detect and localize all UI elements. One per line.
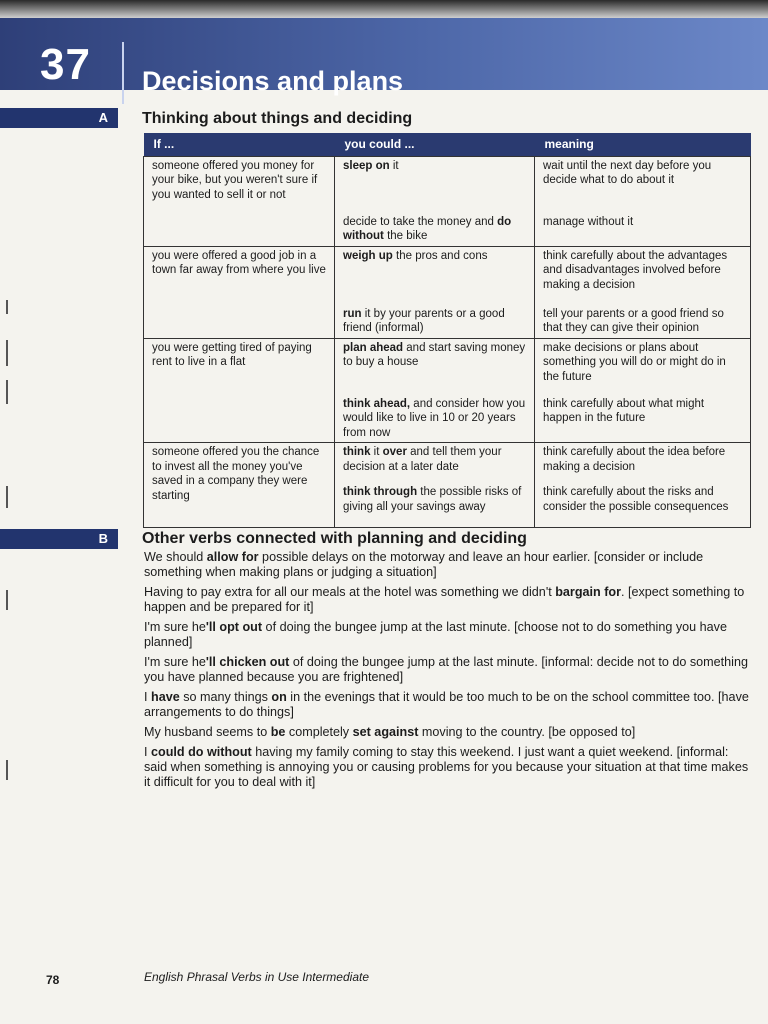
verb-example bbox=[343, 307, 526, 336]
verb-meaning: make decisions or plans about something you will do or might do in the future bbox=[543, 341, 726, 383]
column-header-you-could: you could ... bbox=[335, 133, 535, 156]
example-text: it bbox=[370, 446, 383, 458]
example-text: and consider how you would like to live in 10 or 20 years from now bbox=[343, 397, 526, 439]
example-sentence bbox=[144, 620, 750, 650]
you-could-cell bbox=[335, 246, 535, 338]
phrasal-verb: 'll chicken out bbox=[205, 655, 290, 669]
section-a-tab: A bbox=[0, 108, 118, 128]
sentence-text: so many things bbox=[179, 690, 272, 704]
header-divider bbox=[122, 42, 124, 104]
table-row bbox=[144, 338, 751, 443]
phrasal-verb: do without bbox=[343, 215, 512, 242]
example-text: the pros and cons bbox=[392, 249, 488, 262]
sentence-text: moving to the country. [be opposed to] bbox=[418, 725, 636, 739]
situation-cell: you were getting tired of paying rent to live in a flat bbox=[144, 338, 335, 443]
phrasal-verb: be bbox=[270, 725, 286, 739]
margin-mark bbox=[6, 486, 8, 508]
chapter-number: 37 bbox=[40, 40, 91, 89]
margin-mark bbox=[6, 340, 8, 366]
verb-meaning: tell your parents or a good friend so that they can give their opinion bbox=[543, 307, 724, 334]
verb-example bbox=[343, 159, 526, 211]
situation-cell: someone offered you money for your bike, but you weren't sure if you wanted to sell it or not bbox=[144, 156, 335, 246]
verb-meaning: think carefully about the advantages and disadvantages involved before making a decision bbox=[543, 249, 728, 291]
phrasal-verb: bargain for bbox=[555, 585, 621, 599]
you-could-cell bbox=[335, 443, 535, 528]
margin-mark bbox=[6, 300, 8, 314]
example-text: and tell them your decision at a later date bbox=[343, 446, 502, 473]
verb-meaning: manage without it bbox=[543, 215, 634, 228]
example-text: the possible risks of giving all your savings away bbox=[343, 486, 522, 513]
section-b-tab: B bbox=[0, 529, 118, 549]
table-header-row bbox=[144, 133, 751, 156]
section-b-entries bbox=[144, 550, 750, 795]
example-sentence bbox=[144, 655, 750, 685]
sentence-text: completely bbox=[285, 725, 353, 739]
section-a-title: Thinking about things and deciding bbox=[142, 110, 413, 127]
example-sentence bbox=[144, 690, 750, 720]
column-header-meaning: meaning bbox=[535, 133, 751, 156]
book-title: English Phrasal Verbs in Use Intermediate bbox=[144, 970, 369, 984]
table-row bbox=[144, 443, 751, 528]
chapter-header bbox=[0, 18, 768, 96]
sentence-text: I'm sure he bbox=[144, 655, 206, 669]
phrasal-verb: run bbox=[343, 307, 362, 320]
sentence-text: having my family coming to stay this weekend. I just want a quiet weekend. [informal: said when something is annoying you or causing problems for you because your situation at that time makes it difficult for you to deal with it] bbox=[144, 745, 749, 789]
phrasal-verb: sleep on bbox=[343, 159, 390, 172]
situation-cell: someone offered you the chance to invest all the money you've saved in a company they were starting bbox=[144, 443, 335, 528]
chapter-title: Decisions and plans bbox=[142, 66, 404, 96]
phrasal-verb: could do without bbox=[151, 745, 252, 759]
table-row bbox=[144, 246, 751, 338]
phrasal-verb: plan ahead bbox=[343, 341, 404, 354]
margin-mark bbox=[6, 760, 8, 780]
phrasal-verb: have bbox=[151, 690, 180, 704]
example-text: it by your parents or a good friend (informal) bbox=[343, 307, 505, 334]
verb-example bbox=[343, 341, 526, 393]
phrasal-verb: 'll opt out bbox=[205, 620, 263, 634]
you-could-cell bbox=[335, 156, 535, 246]
phrasal-verb-table bbox=[143, 133, 751, 528]
sentence-text: . [expect something to happen and be prepared for it] bbox=[144, 585, 745, 614]
meaning-cell bbox=[535, 338, 751, 443]
phrasal-verb: allow for bbox=[206, 550, 259, 564]
page-number: 78 bbox=[46, 973, 60, 987]
verb-example bbox=[343, 397, 526, 441]
margin-mark bbox=[6, 590, 8, 610]
phrasal-verb: think bbox=[343, 446, 371, 458]
example-sentence bbox=[144, 550, 750, 580]
meaning-cell bbox=[535, 246, 751, 338]
sentence-text: I bbox=[144, 690, 151, 704]
verb-meaning: think carefully about what might happen in the future bbox=[543, 397, 705, 424]
phrasal-verb: weigh up bbox=[343, 249, 393, 262]
phrasal-verb: think through bbox=[343, 486, 418, 498]
sentence-text: Having to pay extra for all our meals at the hotel was something we didn't bbox=[144, 585, 556, 599]
column-header-if: If ... bbox=[144, 133, 335, 156]
phrasal-verb: think ahead, bbox=[343, 397, 411, 410]
you-could-cell bbox=[335, 338, 535, 443]
example-sentence bbox=[144, 585, 750, 615]
situation-cell: you were offered a good job in a town far away from where you live bbox=[144, 246, 335, 338]
phrasal-verb: set against bbox=[352, 725, 419, 739]
verb-meaning: think carefully about the idea before making a decision bbox=[543, 446, 726, 473]
sentence-text: My husband seems to bbox=[144, 725, 271, 739]
margin-mark bbox=[6, 380, 8, 404]
example-sentence bbox=[144, 745, 750, 790]
section-b-title: Other verbs connected with planning and deciding bbox=[142, 530, 527, 547]
verb-meaning: think carefully about the risks and consider the possible consequences bbox=[543, 486, 729, 513]
phrasal-verb: on bbox=[271, 690, 287, 704]
table-row bbox=[144, 156, 751, 246]
meaning-cell bbox=[535, 156, 751, 246]
verb-example bbox=[343, 445, 526, 481]
sentence-text: possible delays on the motorway and leave an hour earlier. [consider or include something when making plans or judging a situation] bbox=[144, 550, 704, 579]
meaning-cell bbox=[535, 443, 751, 528]
phrasal-verb: over bbox=[382, 446, 407, 458]
sentence-text: in the evenings that it would be too much to be on the school committee too. [have arrangements to do things] bbox=[144, 690, 749, 719]
example-text: the bike bbox=[383, 230, 428, 242]
verb-meaning: wait until the next day before you decide what to do about it bbox=[543, 159, 712, 186]
sentence-text: I'm sure he bbox=[144, 620, 206, 634]
sentence-text: I bbox=[144, 745, 151, 759]
sentence-text: of doing the bungee jump at the last minute. [informal: decide not to do something you have planned because you are frightened] bbox=[144, 655, 748, 684]
verb-example bbox=[343, 485, 526, 525]
example-sentence bbox=[144, 725, 750, 740]
example-text: decide to take the money and bbox=[343, 215, 498, 228]
verb-example bbox=[343, 249, 526, 303]
sentence-text: We should bbox=[144, 550, 207, 564]
example-text: it bbox=[389, 159, 399, 172]
example-text: and start saving money to buy a house bbox=[343, 341, 526, 368]
sentence-text: of doing the bungee jump at the last minute. [choose not to do something you have planned] bbox=[144, 620, 727, 649]
page-top-shadow bbox=[0, 0, 768, 18]
verb-example bbox=[343, 215, 526, 244]
